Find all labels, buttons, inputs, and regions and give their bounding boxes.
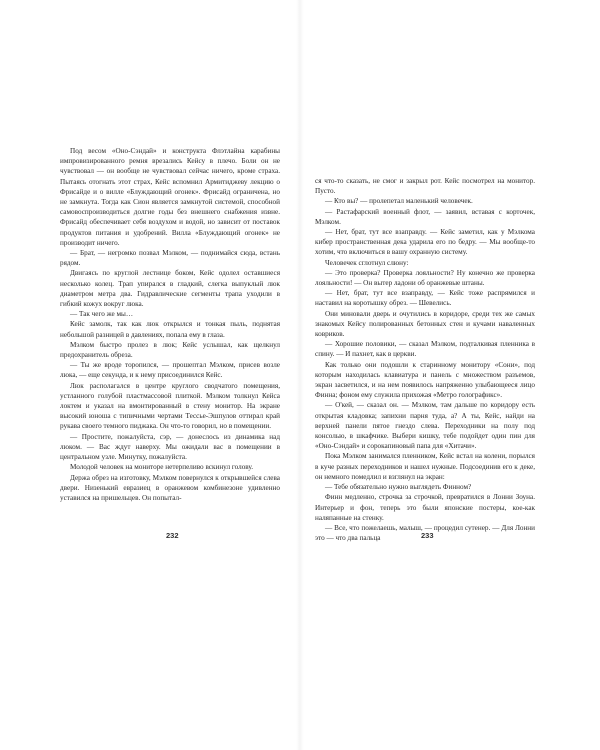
paragraph: Держа обрез на изготовку, Мэлком повернулся к открывшейся слева двери. Низенький евразиец в оранжевом комбинезоне удивленно уставился на пришельцев. Он попытал- [60,473,280,502]
paragraph: Пока Мэлком занимался пленником, Кейс встал на колени, порылся в куче разных переходников и нашел нужные. Подсоединив его к деке, он немного помедлил и взглянул на экран: [315,452,535,481]
paragraph: — Это проверка? Проверка лояльности? Ну конечно же проверка лояльности! — Он вытер ладони об оранжевые штаны. [315,268,535,288]
paragraph: — Растафарский военный флот, — заявил, вставая с корточек, Мэлком. [315,207,535,226]
paragraph: — Нет, брат, тут все взаправду, — Кейс тоже распрямился и наставил на коротышку обрез. — Шевелись. [315,289,535,308]
page-number-right: 233 [421,531,434,540]
right-page-text [315,176,535,543]
paragraph: Как только они подошли к старинному монитору «Сони», под которым находилась клавиатура и панель с множеством разъемов, экран засветился, и на нем появилось напряженно улыбающееся лицо Финна; фоном ему служила прихожая «Метро голографикс». [315,360,535,400]
paragraph: — Тебе обязательно нужно выглядеть Финном? [325,483,472,492]
paragraph: — Ты же вроде торопился, — прошептал Мэлком, присев возле люка, — еще секунда, и к нему присоединился Кейс. [60,361,280,380]
paragraph: Двигаясь по круглой лестнице боком, Кейс одолел оставшиеся несколько колец. Трап упирался в гладкий, слегка выпуклый люк диаметром метра два. Гидравлические сегменты трапа уходили в гибкий кожух вокруг люка. [60,269,280,309]
paragraph: Молодой человек на мониторе нетерпеливо вскинул голову. [70,463,254,472]
paragraph: Под весом «Оно-Сэндай» и конструкта Флэтлайна карабины импровизированного ремня врезались Кейсу в плечо. Боли он не чувствовал — он вообще не чувствовал сейчас ничего, кроме страха. Пытаясь отогнать этот страх, Кейс вспомнил Армитиджеву лекцию о Фрисайде и о вилле «Блуждающий огонек». Фрисайд ограничена, но не замкнута. Тогда как Сион является замкнутой системой, способной самовоспроизводиться долгие годы без внешнего снабжения извне. Фрисайд обеспечивает себя воздухом и водой, но зависит от поставок продуктов питания и удобрений. Вилла «Блуждающий огонек» не производит ничего. [60,147,280,247]
page-number-left: 232 [166,531,179,540]
paragraph: Финн медленно, строчка за строчкой, превратился в Лонни Зоуна. Интерьер и фон, теперь это были японские постеры, кое-как наляпанные на стенку. [315,493,535,522]
paragraph: — Кто вы? — пролепетал маленький человечек. [325,197,473,206]
paragraph: — Нет, брат, тут все взаправду. — Кейс заметил, как у Мэлкома кибер пространственная дека ударила его по бедру. — Мы вообще-то хотим, что включиться в вашу охранную систему. [315,228,535,257]
paragraph: Они миновали дверь и очутились в коридоре, среди тех же самых знакомых Кейсу полированных бетонных стен и кучами наваленных ковриков. [315,309,535,339]
paragraph: — Простите, пожалуйста, сэр, — донеслось из динамика над люком. — Вас ждут наверху. Мы ожидали вас в помещении в центральном узле. Минутку, пожалуйста. [60,432,280,462]
paragraph: ся что-то сказать, не смог и закрыл рот. Кейс посмотрел на монитор. Пусто. [315,177,535,196]
left-page-text [60,146,280,503]
paragraph: — Так чего же мы… [70,310,134,319]
paragraph: Человечек сглотнул слюну: [325,258,409,267]
paragraph: Кейс замолк, так как люк открылся и тонкая пыль, поднятая небольшой разницей в давлениях, попала ему в глаза. [60,320,280,339]
paragraph: — Брат, — негромко позвал Мэлком, — поднимайся сюда, встань рядом. [60,249,280,268]
paragraph: Мэлком быстро пролез в люк; Кейс услышал, как щелкнул предохранитель обреза. [60,340,280,360]
paragraph: — О'кей, — сказал он. — Мэлком, там дальше по коридору есть открытая кладовка; запихни парня туда, а? А ты, Кейс, найди на верхней панели пятое гнездо слева. Переходники на полу под консолью, в шкафчике. Выбери кишку, тебе подойдет один пин для «Оно-Сэндай» и сорокапиновый папа для «Хитачи». [315,401,535,451]
paragraph: — Хорошие половики, — сказал Мэлком, подталкивая пленника в спину. — И пахнет, как в церкви. [315,340,535,359]
right-page [300,0,600,750]
paragraph: — Все, что пожелаешь, малыш, — процедил сутенер. — Для Лонни это — что два пальца [315,523,535,543]
paragraph: Люк располагался в центре круглого сводчатого помещения, устланного голубой пластмассовой плиткой. Мэлком толкнул Кейса локтем и указал на вмонтированный в стену монитор. На экране высокий юноша с типичными чертами Тессье-Эшпулов оттирал край рукава своего темного пиджака. Он что-то говорил, но в помещении. [60,381,280,431]
